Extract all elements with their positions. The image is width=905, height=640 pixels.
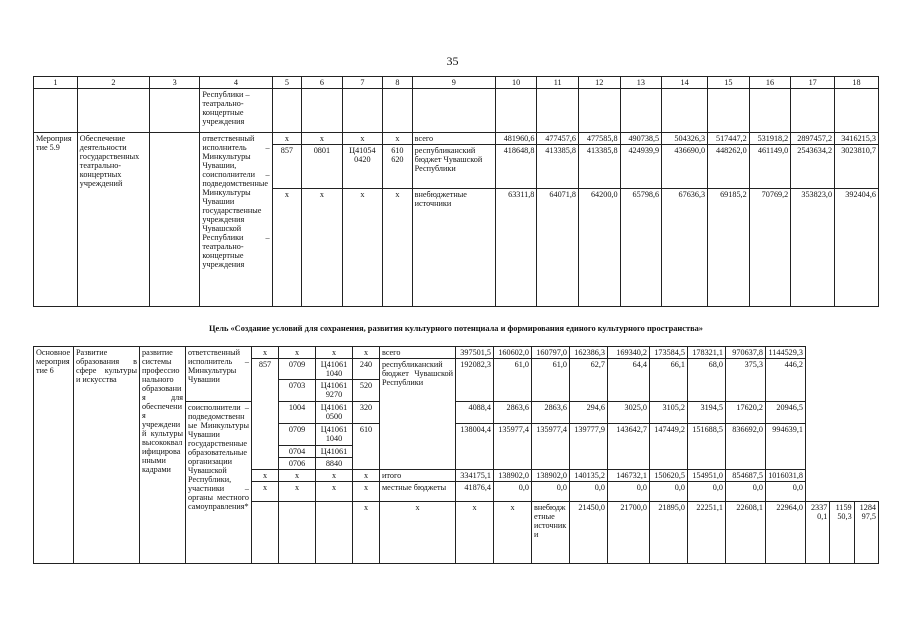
value-cell: 3025,0 [608, 402, 650, 424]
value-cell: 61,0 [494, 359, 532, 402]
measure-cell: Основное мероприятие 6 [34, 347, 74, 564]
target-item-cell: Ц41054 0420 [342, 145, 382, 189]
value-cell: 375,3 [726, 359, 766, 402]
page-number: 35 [446, 54, 459, 68]
grbs-cell: 857 [252, 359, 279, 470]
source-cell: итого [380, 470, 456, 482]
target-item-cell: Ц41061 9270 [316, 380, 353, 402]
column-header-13: 13 [620, 77, 662, 89]
value-cell: 21895,0 [650, 502, 688, 564]
section-cell: 0709 [279, 424, 316, 446]
value-cell: 22964,0 [766, 502, 806, 564]
value-cell: 2863,6 [532, 402, 570, 424]
value-cell: 490738,5 [620, 133, 662, 145]
value-cell: 448262,0 [708, 145, 750, 189]
value-cell: 192082,3 [456, 359, 494, 402]
goal-heading: Цель «Создание условий для сохранения, развития культурного потенциала и формирования единого культурного пространства» [209, 324, 703, 333]
source-cell: внебюджетные источники [412, 189, 495, 307]
section-cell: 0709 [279, 359, 316, 380]
grbs-cell: x [252, 347, 279, 359]
value-cell: 61,0 [532, 359, 570, 402]
value-cell: 418648,8 [495, 145, 537, 189]
section-cell: 0703 [279, 380, 316, 402]
target-item-cell: x [316, 482, 353, 502]
target-item-cell: x [342, 133, 382, 145]
value-cell: 65798,6 [620, 189, 662, 307]
source-cell: местные бюджеты [380, 482, 456, 502]
value-cell: 41876,4 [456, 482, 494, 502]
value-cell: 4088,4 [456, 402, 494, 424]
column-header-10: 10 [495, 77, 537, 89]
value-cell: 138004,4 [456, 424, 494, 470]
target-item-cell: x [342, 189, 382, 307]
value-cell: 70769,2 [749, 189, 791, 307]
column-header-15: 15 [708, 77, 750, 89]
source-cell: республиканский бюджет Чувашской Республики [380, 359, 456, 470]
value-cell: 21700,0 [608, 502, 650, 564]
value-cell: 140135,2 [570, 470, 608, 482]
value-cell: 64200,0 [578, 189, 620, 307]
value-cell: 162386,3 [570, 347, 608, 359]
section-cell: x [302, 189, 342, 307]
value-cell: 69185,2 [708, 189, 750, 307]
column-header-14: 14 [662, 77, 708, 89]
measure-name-cell: Обеспечение деятельности государственных театрально-концертных учреждений [77, 133, 149, 307]
value-cell: 68,0 [688, 359, 726, 402]
target-item-cell: Ц41061 1040 [316, 359, 353, 380]
section-cell: x [279, 470, 316, 482]
column-header-4: 4 [200, 77, 272, 89]
section-cell: x [279, 347, 316, 359]
goal-link-cell: развитие системы профессионального образования для обеспечения учреждений культуры высококвалифицированными кадрами [140, 347, 186, 564]
expense-type-cell: 610 [353, 424, 380, 470]
value-cell: 67636,3 [662, 189, 708, 307]
measure-name-cell: Развитие образования в сфере культуры и искусства [74, 347, 140, 564]
value-cell: 138902,0 [494, 470, 532, 482]
grbs-cell: x [272, 133, 302, 145]
value-cell: 160602,0 [494, 347, 532, 359]
value-cell: 63311,8 [495, 189, 537, 307]
section-cell: 0801 [302, 145, 342, 189]
column-header-1: 1 [34, 77, 78, 89]
column-header-16: 16 [749, 77, 791, 89]
value-cell: 1144529,3 [766, 347, 806, 359]
section-cell: x [279, 482, 316, 502]
value-cell: 334175,1 [456, 470, 494, 482]
value-cell: 353823,0 [791, 189, 835, 307]
column-header-2: 2 [77, 77, 149, 89]
value-cell: 436690,0 [662, 145, 708, 189]
table-row [34, 133, 879, 145]
value-cell: 446,2 [766, 359, 806, 402]
value-cell: 173584,5 [650, 347, 688, 359]
section-cell: 0706 [279, 458, 316, 470]
expense-type-cell: x [353, 347, 380, 359]
value-cell: 477457,6 [537, 133, 579, 145]
grbs-cell: x [252, 482, 279, 502]
value-cell: 397501,5 [456, 347, 494, 359]
value-cell: 135977,4 [532, 424, 570, 470]
value-cell: 23370,1 [806, 502, 830, 564]
value-cell: 854687,5 [726, 470, 766, 482]
value-cell: 160797,0 [532, 347, 570, 359]
section-cell: x [380, 502, 456, 564]
value-cell: 504326,3 [662, 133, 708, 145]
column-header-3: 3 [150, 77, 200, 89]
value-cell: 424939,9 [620, 145, 662, 189]
value-cell: 0,0 [688, 482, 726, 502]
grbs-cell: x [252, 470, 279, 482]
target-item-cell: Ц41061 1040 [316, 424, 353, 446]
value-cell: 3023810,7 [835, 145, 879, 189]
measure-cell: Мероприятие 5.9 [34, 133, 78, 307]
column-header-11: 11 [537, 77, 579, 89]
value-cell: 135977,4 [494, 424, 532, 470]
column-header-row [34, 77, 879, 89]
expense-type-cell: x [353, 470, 380, 482]
value-cell: 115950,3 [830, 502, 854, 564]
value-cell: 143642,7 [608, 424, 650, 470]
value-cell: 413385,8 [578, 145, 620, 189]
value-cell: 20946,5 [766, 402, 806, 424]
value-cell: 151688,5 [688, 424, 726, 470]
value-cell: 836692,0 [726, 424, 766, 470]
budget-table-part2 [33, 346, 879, 564]
expense-type-cell: 240 [353, 359, 380, 380]
source-cell: всего [380, 347, 456, 359]
value-cell: 150620,5 [650, 470, 688, 482]
responsible-cell: ответственный исполнитель – Минкультуры Чувашии [186, 347, 252, 402]
value-cell: 0,0 [650, 482, 688, 502]
value-cell: 139777,9 [570, 424, 608, 470]
target-item-cell: x [456, 502, 494, 564]
value-cell: 22251,1 [688, 502, 726, 564]
target-item-cell: x [316, 347, 353, 359]
target-item-cell: Ц41061 0500 [316, 402, 353, 424]
column-header-6: 6 [302, 77, 342, 89]
value-cell: 531918,2 [749, 133, 791, 145]
value-cell: 17620,2 [726, 402, 766, 424]
target-item-cell: 8840 [316, 458, 353, 470]
expense-type-cell: x [494, 502, 532, 564]
expense-type-cell: x [383, 133, 413, 145]
value-cell: 294,6 [570, 402, 608, 424]
source-cell: внебюджетные источники [532, 502, 570, 564]
value-cell: 517447,2 [708, 133, 750, 145]
value-cell: 22608,1 [726, 502, 766, 564]
value-cell: 169340,2 [608, 347, 650, 359]
column-header-18: 18 [835, 77, 879, 89]
value-cell: 2897457,2 [791, 133, 835, 145]
value-cell: 2543634,2 [791, 145, 835, 189]
value-cell: 66,1 [650, 359, 688, 402]
value-cell: 0,0 [766, 482, 806, 502]
table-row [34, 347, 879, 359]
value-cell: 146732,1 [608, 470, 650, 482]
target-item-cell: Ц41061 [316, 446, 353, 458]
grbs-cell: x [353, 502, 380, 564]
table-row [34, 89, 879, 133]
value-cell: 147449,2 [650, 424, 688, 470]
value-cell: 3194,5 [688, 402, 726, 424]
grbs-cell: x [272, 189, 302, 307]
section-cell: 1004 [279, 402, 316, 424]
column-header-5: 5 [272, 77, 302, 89]
value-cell: 413385,8 [537, 145, 579, 189]
responsible-cell: Республики – театрально-концертные учреждения [200, 89, 272, 133]
source-cell: республиканский бюджет Чувашской Республики [412, 145, 495, 189]
value-cell: 62,7 [570, 359, 608, 402]
responsible-cell: ответственный исполнитель – Минкультуры Чувашии, соисполнители – подведомственные Минкультуры Чувашии государственные учреждения Чувашской Республики – театрально-концертные учреждения [200, 133, 272, 307]
expense-type-cell: 320 [353, 402, 380, 424]
expense-type-cell: x [383, 189, 413, 307]
value-cell: 0,0 [570, 482, 608, 502]
expense-type-cell: x [353, 482, 380, 502]
value-cell: 481960,6 [495, 133, 537, 145]
column-header-12: 12 [578, 77, 620, 89]
value-cell: 2863,6 [494, 402, 532, 424]
source-cell: всего [412, 133, 495, 145]
value-cell: 461149,0 [749, 145, 791, 189]
value-cell: 970637,8 [726, 347, 766, 359]
target-item-cell: x [316, 470, 353, 482]
value-cell: 994639,1 [766, 424, 806, 470]
value-cell: 0,0 [726, 482, 766, 502]
value-cell: 178321,1 [688, 347, 726, 359]
value-cell: 0,0 [608, 482, 650, 502]
budget-table-part1 [33, 76, 879, 307]
value-cell: 392404,6 [835, 189, 879, 307]
column-header-8: 8 [383, 77, 413, 89]
value-cell: 64,4 [608, 359, 650, 402]
section-cell: x [302, 133, 342, 145]
value-cell: 0,0 [532, 482, 570, 502]
coexecutor-cell: соисполнители – подведомственные Минкультуры Чувашии государственные образовательные организации Чувашской Республики, участники – органы местного самоуправления* [186, 402, 252, 564]
value-cell: 128497,5 [854, 502, 878, 564]
section-cell: 0704 [279, 446, 316, 458]
value-cell: 0,0 [494, 482, 532, 502]
grbs-cell: 857 [272, 145, 302, 189]
column-header-17: 17 [791, 77, 835, 89]
value-cell: 64071,8 [537, 189, 579, 307]
column-header-7: 7 [342, 77, 382, 89]
value-cell: 1016031,8 [766, 470, 806, 482]
value-cell: 477585,8 [578, 133, 620, 145]
value-cell: 3416215,3 [835, 133, 879, 145]
value-cell: 138902,0 [532, 470, 570, 482]
expense-type-cell: 520 [353, 380, 380, 402]
column-header-9: 9 [412, 77, 495, 89]
value-cell: 154951,0 [688, 470, 726, 482]
value-cell: 21450,0 [570, 502, 608, 564]
expense-type-cell: 610 620 [383, 145, 413, 189]
value-cell: 3105,2 [650, 402, 688, 424]
